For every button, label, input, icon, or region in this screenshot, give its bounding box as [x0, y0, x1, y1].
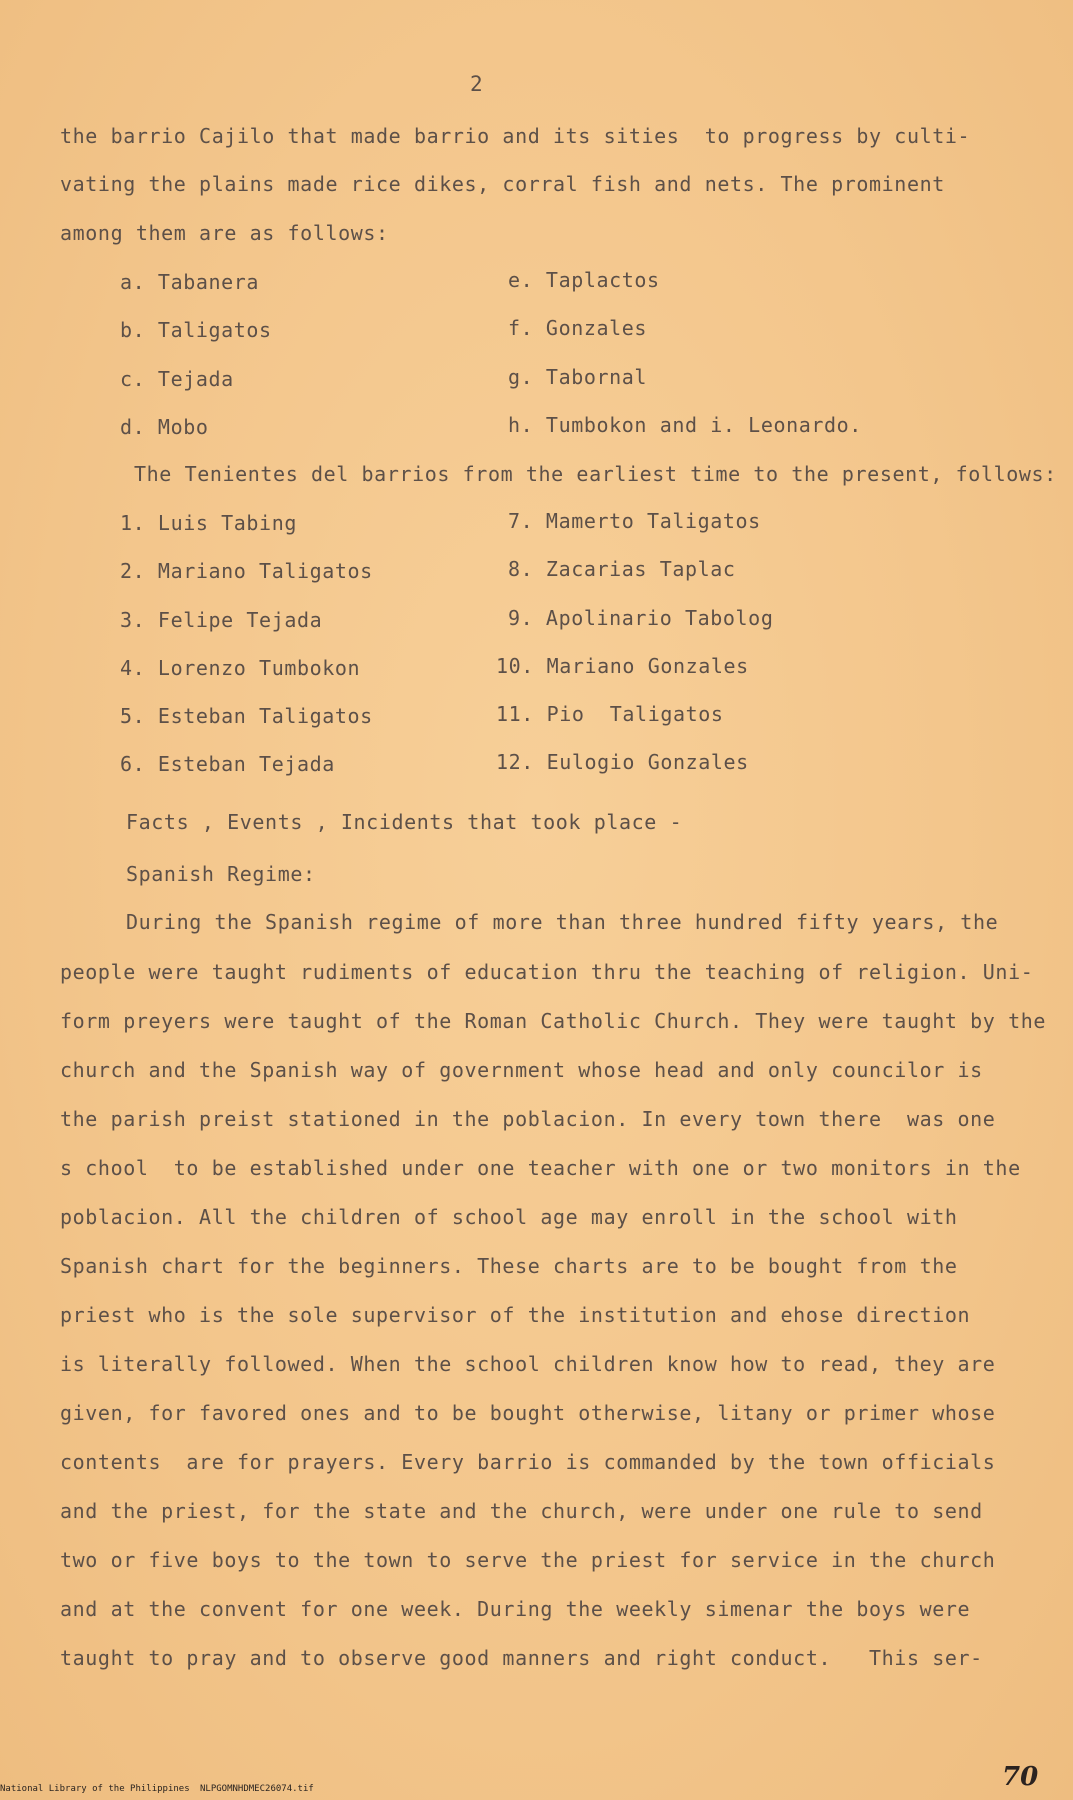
- body-line: two or five boys to the town to serve the priest for service in the church: [60, 1548, 996, 1572]
- family-item: e. Taplactos: [508, 268, 660, 292]
- facts-heading: Facts , Events , Incidents that took place -: [126, 810, 683, 834]
- tenientes-heading: The Tenientes del barrios from the earliest time to the present, follows:: [134, 462, 1057, 486]
- family-item: d. Mobo: [120, 415, 209, 439]
- archive-footer: [0, 1784, 314, 1794]
- body-line: During the Spanish regime of more than three hundred fifty years, the: [126, 910, 999, 934]
- body-line: is literally followed. When the school children know how to read, they are: [60, 1352, 996, 1376]
- teniente-item: 10. Mariano Gonzales: [496, 654, 749, 678]
- family-item: h. Tumbokon and i. Leonardo.: [508, 413, 862, 437]
- teniente-item: 2. Mariano Taligatos: [120, 559, 373, 583]
- body-line: and the priest, for the state and the church, were under one rule to send: [60, 1499, 983, 1523]
- body-line: the parish preist stationed in the poblacion. In every town there was one: [60, 1107, 996, 1131]
- family-item: b. Taligatos: [120, 318, 272, 342]
- teniente-item: 9. Apolinario Tabolog: [508, 606, 774, 630]
- body-line: contents are for prayers. Every barrio is commanded by the town officials: [60, 1450, 996, 1474]
- family-item: f. Gonzales: [508, 316, 648, 340]
- intro-line: the barrio Cajilo that made barrio and its sities to progress by culti-: [60, 124, 971, 148]
- footer-library: National Library of the Philippines: [0, 1784, 190, 1794]
- teniente-item: 11. Pio Taligatos: [496, 702, 724, 726]
- family-item: g. Tabornal: [508, 365, 648, 389]
- body-line: given, for favored ones and to be bought otherwise, litany or primer whose: [60, 1401, 996, 1425]
- family-item: c. Tejada: [120, 367, 234, 391]
- teniente-item: 4. Lorenzo Tumbokon: [120, 656, 361, 680]
- body-line: priest who is the sole supervisor of the institution and ehose direction: [60, 1303, 971, 1327]
- teniente-item: 5. Esteban Taligatos: [120, 704, 373, 728]
- page-number: 2: [470, 72, 484, 96]
- body-line: form preyers were taught of the Roman Catholic Church. They were taught by the: [60, 1009, 1046, 1033]
- teniente-item: 1. Luis Tabing: [120, 511, 297, 535]
- footer-file-id: NLPGOMNHDMEC26074.tif: [200, 1784, 314, 1794]
- body-line: people were taught rudiments of education thru the teaching of religion. Uni-: [60, 960, 1034, 984]
- family-item: a. Tabanera: [120, 270, 260, 294]
- teniente-item: 8. Zacarias Taplac: [508, 557, 736, 581]
- body-line: Spanish chart for the beginners. These charts are to be bought from the: [60, 1254, 958, 1278]
- handwritten-folio-number: 70: [1002, 1762, 1039, 1792]
- spanish-regime-heading: Spanish Regime:: [126, 862, 316, 886]
- teniente-item: 3. Felipe Tejada: [120, 608, 323, 632]
- teniente-item: 6. Esteban Tejada: [120, 752, 335, 776]
- body-line: church and the Spanish way of government whose head and only councilor is: [60, 1058, 983, 1082]
- body-line: taught to pray and to observe good manners and right conduct. This ser-: [60, 1646, 983, 1670]
- body-line: s chool to be established under one teacher with one or two monitors in the: [60, 1156, 1021, 1180]
- intro-line: vating the plains made rice dikes, corral fish and nets. The prominent: [60, 172, 945, 196]
- teniente-item: 7. Mamerto Taligatos: [508, 509, 761, 533]
- body-line: poblacion. All the children of school age may enroll in the school with: [60, 1205, 958, 1229]
- intro-line: among them are as follows:: [60, 221, 389, 245]
- body-line: and at the convent for one week. During the weekly simenar the boys were: [60, 1597, 971, 1621]
- teniente-item: 12. Eulogio Gonzales: [496, 750, 749, 774]
